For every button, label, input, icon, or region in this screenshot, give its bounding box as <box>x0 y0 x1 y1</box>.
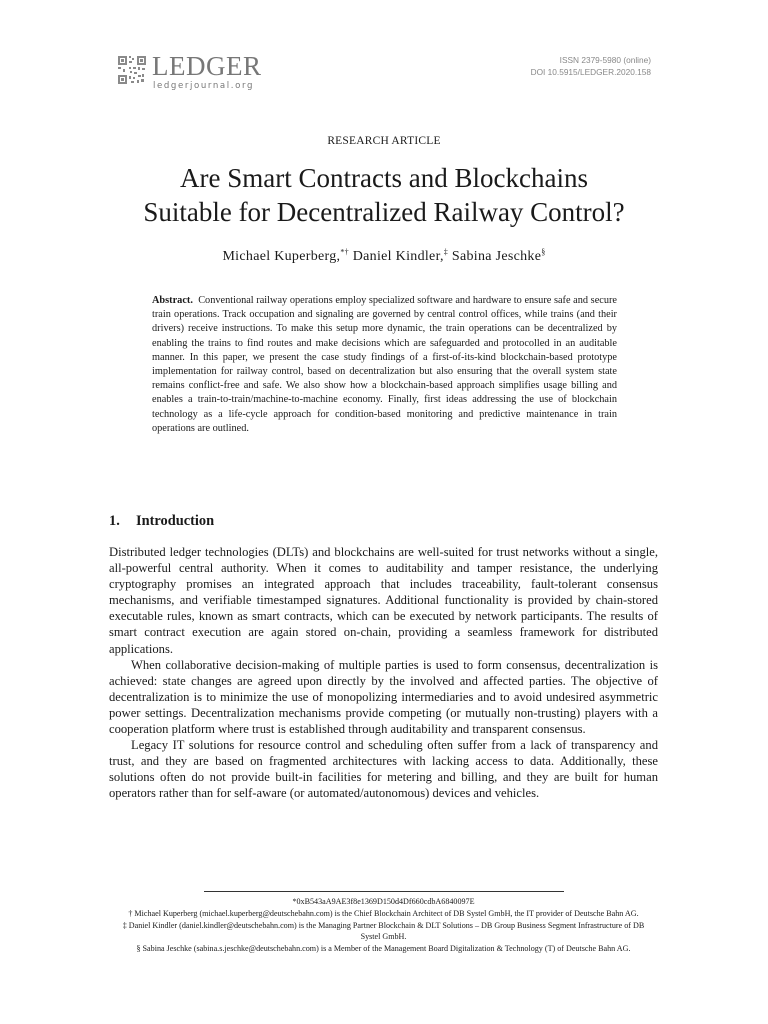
footnotes <box>109 896 658 955</box>
abstract-label: Abstract. <box>152 295 193 306</box>
author-mark: ‡ <box>443 247 449 257</box>
footnote-rule <box>204 891 564 892</box>
author-mark: *† <box>340 247 349 257</box>
article-type: RESEARCH ARTICLE <box>327 135 441 147</box>
body-text <box>109 544 658 802</box>
issn-line: ISSN 2379-5980 (online) <box>559 55 651 65</box>
footnote: ‡ Daniel Kindler (daniel.kindler@deutschebahn.com) is the Managing Partner Blockchain & DLT Solutions – DB Group Business Segment Infrastructure of DB Systel GmbH. <box>122 921 645 941</box>
logo-url: ledgerjournal.org <box>153 81 255 91</box>
author-list <box>0 249 768 265</box>
section-heading <box>109 513 214 530</box>
journal-identifiers <box>531 55 651 78</box>
paragraph: When collaborative decision-making of multiple parties is used to form consensus, decentralization is achieved: state changes are agreed upon directly by the involved and affected parties. The objective of decentralization is to minimize the use of monopolizing intermediaries and to avoid undesired asymmetric power settings. Decentralization mechanisms provide competing (or mutually non-trusting) players with a cooperation platform where trust is established through auditability and transparent consensus. <box>109 657 658 737</box>
footnote: *0xB543aA9AE3f8e1369D150d4Df660cdbA6840097E <box>292 897 475 906</box>
footnote: † Michael Kuperberg (michael.kuperberg@deutschebahn.com) is the Chief Blockchain Architect of DB Systel GmbH, the IT provider of Deutsche Bahn AG. <box>128 909 639 918</box>
doi-line: DOI 10.5915/LEDGER.2020.158 <box>530 66 651 77</box>
paper-title <box>0 161 768 229</box>
footnote: § Sabina Jeschke (sabina.s.jeschke@deutschebahn.com) is a Member of the Management Board Digitalization & Technology (T) of Deutsche Bahn AG. <box>136 944 631 953</box>
paragraph: Legacy IT solutions for resource control and scheduling often suffer from a lack of transparency and trust, and they are based on fragmented architectures with lacking access to data. Additionally, these solutions often do not provide built-in facilities for metering and billing, and they are built for human operators rather than for self-aware (or automated/autonomous) devices and vehicles. <box>109 738 658 801</box>
author-name: Michael Kuperberg, <box>222 249 341 264</box>
section-title: Introduction <box>136 513 215 529</box>
abstract-text: Conventional railway operations employ specialized software and hardware to ensure safe and secure train operations. Track occupation and signaling are governed by central control offices, while trains (and their drivers) receive instructions. To make this setup more dynamic, the train operations can be decentralized by enabling the trains to find routes and make decisions which are safeguarded and protocolled in an auditable manner. In this paper, we present the case study findings of a first-of-its-kind blockchain-based prototype implementation for railway control, based on decentralization but also ensuring that the overall system state remains conflict-free and safe. We also show how a blockchain-based approach simplifies usage billing and enables a train-to-train/machine-to-machine economy. Finally, first ideas addressing the use of blockchain technology as a life-cycle approach for condition-based monitoring and predictive maintenance in train operations are outlined. <box>152 295 617 434</box>
title-line-1: Are Smart Contracts and Blockchains <box>180 163 588 193</box>
qr-code-icon <box>117 55 147 85</box>
author-name: Sabina Jeschke <box>451 249 542 264</box>
author-name: Daniel Kindler, <box>352 249 444 264</box>
section-number: 1. <box>109 513 120 529</box>
journal-logo <box>117 52 277 94</box>
author-mark: § <box>541 247 546 257</box>
logo-wordmark: LEDGER <box>152 51 262 81</box>
paragraph: Distributed ledger technologies (DLTs) and blockchains are well-suited for trust networks without a single, all-powerful central authority. When it comes to auditability and tamper resistance, the underlying cryptography promises an integrated approach that includes traceability, fault-tolerant consensus mechanisms, and verifiable timestamped signatures. Additional functionality is provided by chain-stored executable rules, known as smart contracts, which can be executed by network participants. The results of smart contract execution are again stored on-chain, providing a seamless framework for distributed applications. <box>109 545 658 656</box>
abstract <box>152 294 617 436</box>
title-line-2: Suitable for Decentralized Railway Control? <box>143 197 625 227</box>
